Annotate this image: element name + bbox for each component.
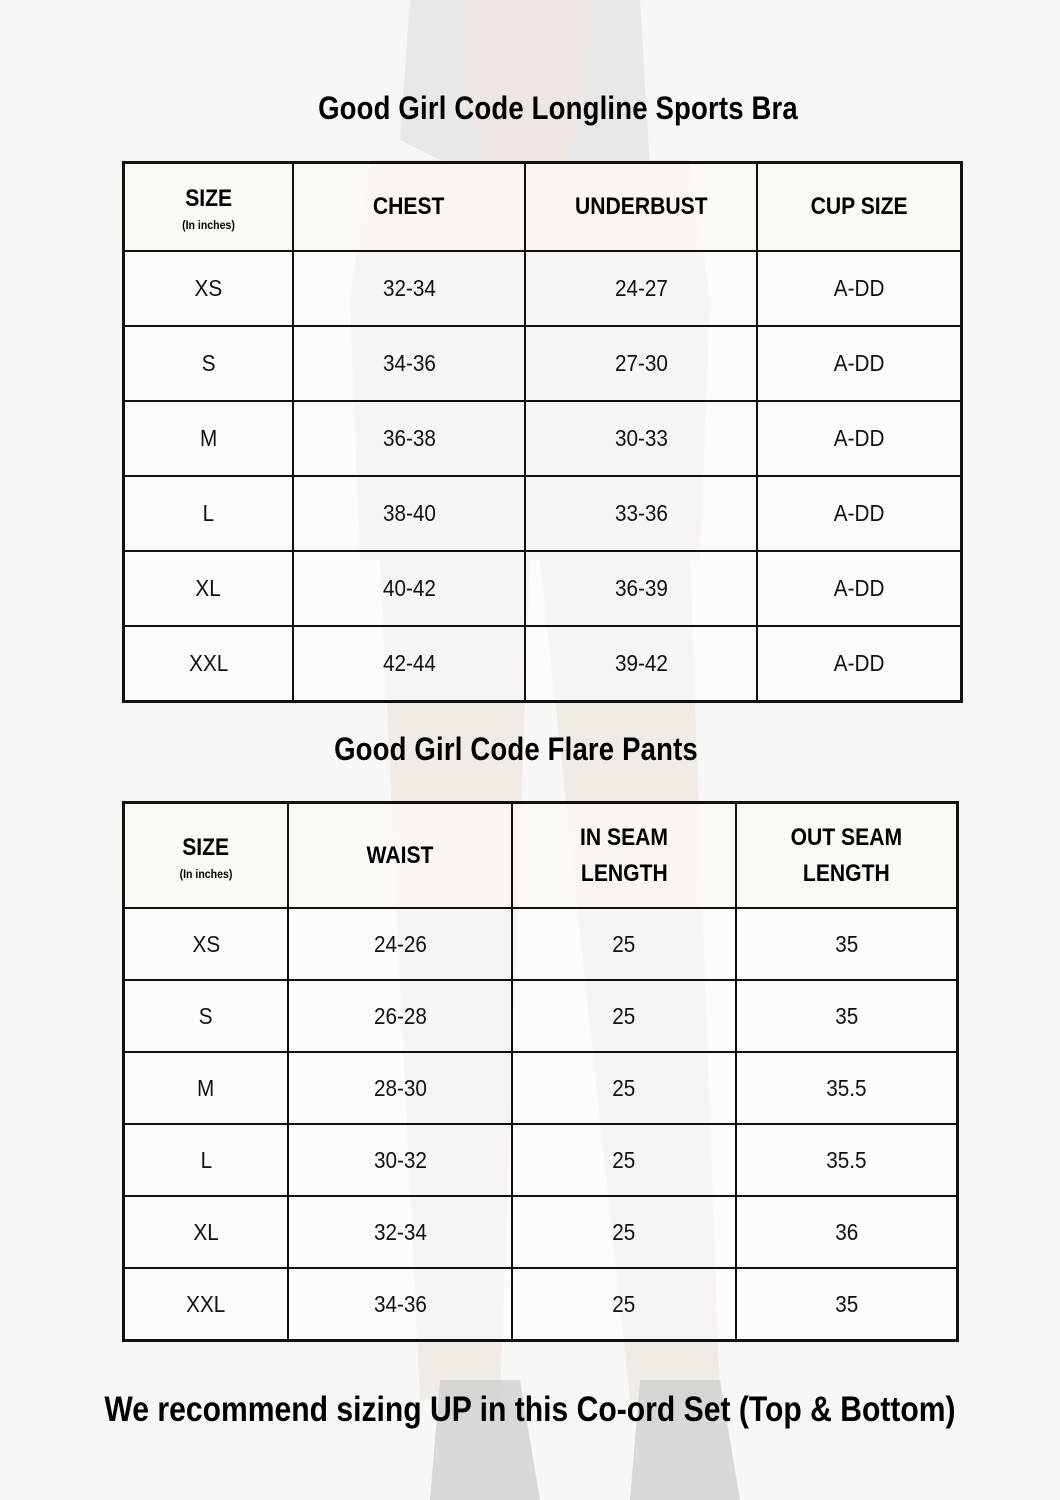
cell-value: 35.5 bbox=[826, 1074, 867, 1101]
cup-size-cell bbox=[757, 326, 962, 401]
cell-value: XXL bbox=[188, 650, 229, 676]
bra-header-cup-size-label: CUP SIZE bbox=[810, 193, 908, 220]
bra-header-chest bbox=[293, 163, 525, 252]
table-row bbox=[124, 326, 962, 401]
cup-size-cell bbox=[757, 476, 962, 551]
underbust-cell bbox=[525, 401, 757, 476]
bra-header-size bbox=[124, 163, 294, 252]
pants-header-in-seam-line1: IN SEAM bbox=[579, 823, 668, 851]
bra-header-cup-size bbox=[757, 163, 962, 252]
size-cell bbox=[124, 476, 294, 551]
cell-value: A-DD bbox=[833, 500, 885, 526]
out-seam-cell bbox=[736, 1268, 958, 1341]
table-row bbox=[124, 251, 962, 326]
cell-value: A-DD bbox=[833, 275, 885, 301]
out-seam-cell bbox=[736, 980, 958, 1052]
pants-header-out-seam-line1: OUT SEAM bbox=[790, 823, 903, 851]
underbust-cell bbox=[525, 476, 757, 551]
out-seam-cell bbox=[736, 908, 958, 980]
cell-value: 32-34 bbox=[382, 275, 436, 301]
cell-value: 27-30 bbox=[614, 350, 668, 376]
waist-cell bbox=[288, 908, 512, 980]
size-cell bbox=[124, 251, 294, 326]
size-cell bbox=[124, 326, 294, 401]
cell-value: 42-44 bbox=[382, 650, 436, 676]
cell-value: 39-42 bbox=[614, 650, 668, 676]
bra-table-header-row bbox=[124, 163, 962, 252]
table-row bbox=[124, 1268, 958, 1341]
waist-cell bbox=[288, 980, 512, 1052]
cell-value: A-DD bbox=[833, 575, 885, 601]
bra-header-underbust-label: UNDERBUST bbox=[574, 193, 708, 220]
cell-value: 34-36 bbox=[373, 1290, 427, 1317]
table-row bbox=[124, 551, 962, 626]
chest-cell bbox=[293, 476, 525, 551]
table-row bbox=[124, 1124, 958, 1196]
cup-size-cell bbox=[757, 251, 962, 326]
in-seam-cell bbox=[512, 1124, 736, 1196]
pants-header-out-seam-line2: LENGTH bbox=[803, 859, 890, 887]
cell-value: A-DD bbox=[833, 650, 885, 676]
cell-value: 26-28 bbox=[373, 1002, 427, 1029]
cell-value: 25 bbox=[612, 1074, 636, 1101]
size-cell bbox=[124, 1268, 289, 1341]
waist-cell bbox=[288, 1124, 512, 1196]
pants-table-header-row bbox=[124, 803, 958, 909]
pants-header-out-seam bbox=[736, 803, 958, 909]
cell-value: M bbox=[197, 1074, 215, 1101]
cell-value: XXL bbox=[186, 1290, 226, 1317]
chest-cell bbox=[293, 401, 525, 476]
waist-cell bbox=[288, 1268, 512, 1341]
table-row bbox=[124, 908, 958, 980]
cell-value: 24-26 bbox=[373, 930, 427, 957]
pants-header-waist-label: WAIST bbox=[366, 841, 434, 869]
cell-value: L bbox=[202, 500, 215, 526]
size-cell bbox=[124, 980, 289, 1052]
cell-value: 33-36 bbox=[614, 500, 668, 526]
bra-header-chest-label: CHEST bbox=[373, 193, 445, 220]
cup-size-cell bbox=[757, 626, 962, 702]
underbust-cell bbox=[525, 251, 757, 326]
size-cell bbox=[124, 1124, 289, 1196]
chest-cell bbox=[293, 251, 525, 326]
bra-header-size-unit: (In inches) bbox=[182, 218, 235, 232]
waist-cell bbox=[288, 1052, 512, 1124]
cell-value: L bbox=[200, 1146, 212, 1173]
cell-value: 28-30 bbox=[373, 1074, 427, 1101]
cup-size-cell bbox=[757, 551, 962, 626]
bra-size-table bbox=[122, 161, 963, 703]
cell-value: 30-32 bbox=[373, 1146, 427, 1173]
cell-value: 25 bbox=[612, 930, 636, 957]
out-seam-cell bbox=[736, 1196, 958, 1268]
cell-value: 24-27 bbox=[614, 275, 668, 301]
table-row bbox=[124, 1196, 958, 1268]
cell-value: 25 bbox=[612, 1002, 636, 1029]
size-cell bbox=[124, 1196, 289, 1268]
cell-value: 38-40 bbox=[382, 500, 436, 526]
cell-value: 35 bbox=[834, 1002, 859, 1029]
cell-value: XL bbox=[193, 1218, 219, 1245]
pants-header-size-unit: (In inches) bbox=[179, 866, 233, 881]
size-cell bbox=[124, 551, 294, 626]
size-cell bbox=[124, 1052, 289, 1124]
cell-value: 35 bbox=[834, 1290, 859, 1317]
cell-value: 35.5 bbox=[826, 1146, 867, 1173]
chest-cell bbox=[293, 626, 525, 702]
pants-header-size bbox=[124, 803, 289, 909]
bra-header-underbust bbox=[525, 163, 757, 252]
cell-value: 25 bbox=[612, 1218, 636, 1245]
in-seam-cell bbox=[512, 980, 736, 1052]
table-row bbox=[124, 476, 962, 551]
out-seam-cell bbox=[736, 1052, 958, 1124]
cell-value: 32-34 bbox=[373, 1218, 427, 1245]
pants-chart-title: Good Girl Code Flare Pants bbox=[334, 731, 698, 767]
size-cell bbox=[124, 401, 294, 476]
in-seam-cell bbox=[512, 1268, 736, 1341]
underbust-cell bbox=[525, 626, 757, 702]
pants-header-in-seam-line2: LENGTH bbox=[580, 859, 668, 887]
cup-size-cell bbox=[757, 401, 962, 476]
cell-value: M bbox=[199, 425, 218, 451]
in-seam-cell bbox=[512, 1052, 736, 1124]
pants-header-in-seam bbox=[512, 803, 736, 909]
bra-chart-title: Good Girl Code Longline Sports Bra bbox=[318, 90, 798, 126]
cell-value: S bbox=[201, 350, 216, 376]
cell-value: XS bbox=[194, 275, 223, 301]
cell-value: 34-36 bbox=[382, 350, 436, 376]
cell-value: XS bbox=[192, 930, 220, 957]
size-cell bbox=[124, 908, 289, 980]
table-row bbox=[124, 626, 962, 702]
cell-value: S bbox=[199, 1002, 213, 1029]
cell-value: 25 bbox=[612, 1146, 636, 1173]
table-row bbox=[124, 980, 958, 1052]
size-cell bbox=[124, 626, 294, 702]
table-row bbox=[124, 1052, 958, 1124]
cell-value: 25 bbox=[612, 1290, 636, 1317]
chest-cell bbox=[293, 551, 525, 626]
out-seam-cell bbox=[736, 1124, 958, 1196]
sizing-recommendation-note: We recommend sizing UP in this Co-ord Set (Top & Bottom) bbox=[104, 1390, 956, 1429]
chest-cell bbox=[293, 326, 525, 401]
underbust-cell bbox=[525, 551, 757, 626]
waist-cell bbox=[288, 1196, 512, 1268]
cell-value: A-DD bbox=[833, 425, 885, 451]
cell-value: 35 bbox=[834, 930, 859, 957]
cell-value: 36-39 bbox=[614, 575, 668, 601]
cell-value: 36-38 bbox=[382, 425, 436, 451]
bra-header-size-label: SIZE bbox=[185, 185, 232, 212]
in-seam-cell bbox=[512, 908, 736, 980]
cell-value: 30-33 bbox=[614, 425, 668, 451]
cell-value: 40-42 bbox=[382, 575, 436, 601]
cell-value: A-DD bbox=[833, 350, 885, 376]
in-seam-cell bbox=[512, 1196, 736, 1268]
cell-value: 36 bbox=[834, 1218, 859, 1245]
pants-header-size-label: SIZE bbox=[182, 833, 230, 861]
cell-value: XL bbox=[195, 575, 222, 601]
pants-size-table bbox=[122, 801, 959, 1342]
pants-header-waist bbox=[288, 803, 512, 909]
table-row bbox=[124, 401, 962, 476]
underbust-cell bbox=[525, 326, 757, 401]
